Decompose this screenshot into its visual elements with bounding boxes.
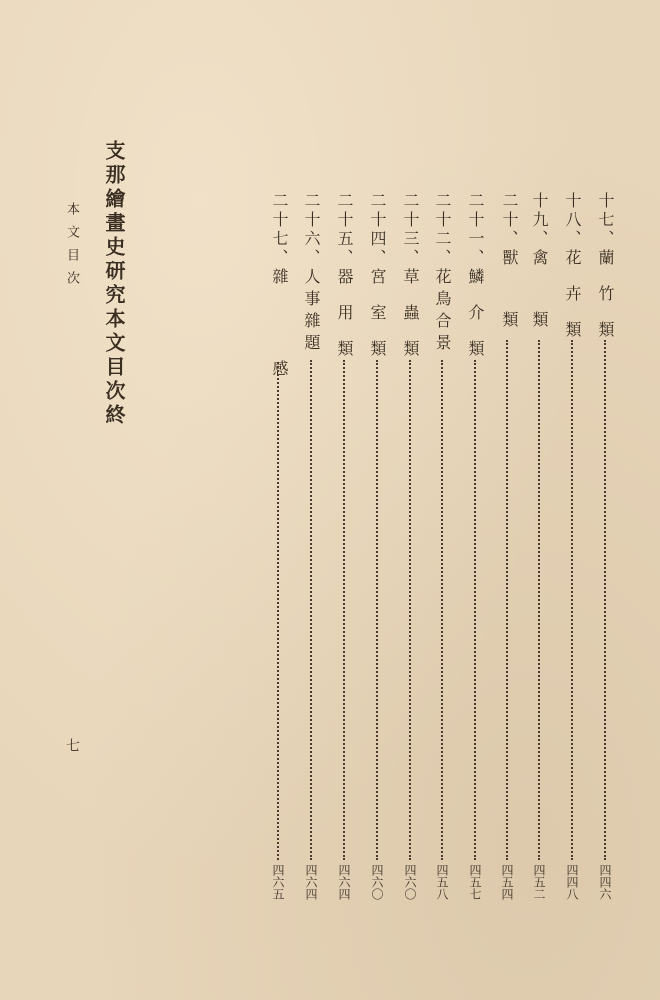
dot-leader (376, 360, 382, 860)
running-header: 本文目次 (64, 202, 79, 294)
dot-leader (277, 362, 283, 860)
toc-entry-page: 四四六 (598, 864, 612, 900)
toc-entry-title: 二十二、花鳥合景 (433, 192, 452, 356)
closing-title: 支那繪畫史研究本文目次終 (102, 140, 126, 428)
dot-leader (474, 360, 480, 860)
dot-leader (310, 360, 316, 860)
dot-leader (506, 340, 512, 860)
toc-entry-page: 四五八 (435, 864, 449, 900)
toc-entry-title: 十九、禽類 (530, 192, 549, 373)
dot-leader (538, 340, 544, 860)
toc-entry-title: 二十一、鱗介類 (466, 192, 485, 376)
toc-entry-title: 二十三、草蟲類 (401, 192, 420, 376)
dot-leader (571, 340, 577, 860)
toc-entry-page: 四六〇 (370, 864, 384, 900)
toc-entry-page: 四五四 (500, 864, 514, 900)
folio-number: 七 (64, 738, 80, 752)
toc-entry-title: 二十、獸類 (500, 192, 519, 373)
dot-leader (343, 360, 349, 860)
dot-leader (441, 360, 447, 860)
dot-leader (409, 360, 415, 860)
toc-entry-page: 四四八 (565, 864, 579, 900)
toc-entry-page: 四五七 (468, 864, 482, 900)
toc-entry-title: 二十四、宮室類 (368, 192, 387, 376)
toc-entry-title: 十七、蘭竹類 (596, 192, 615, 357)
toc-entry-page: 四六四 (304, 864, 318, 900)
toc-entry-title: 二十六、人事雜題 (302, 192, 321, 356)
toc-entry-page: 四六〇 (403, 864, 417, 900)
toc-entry-title: 二十五、器用類 (335, 192, 354, 376)
dot-leader (604, 340, 610, 860)
toc-entry-page: 四六四 (337, 864, 351, 900)
toc-entry-page: 四六五 (271, 864, 285, 900)
toc-entry-title: 十八、花卉類 (563, 192, 582, 357)
toc-entry-title: 二十七、雜感 (270, 192, 289, 452)
toc-entry-page: 四五二 (532, 864, 546, 900)
